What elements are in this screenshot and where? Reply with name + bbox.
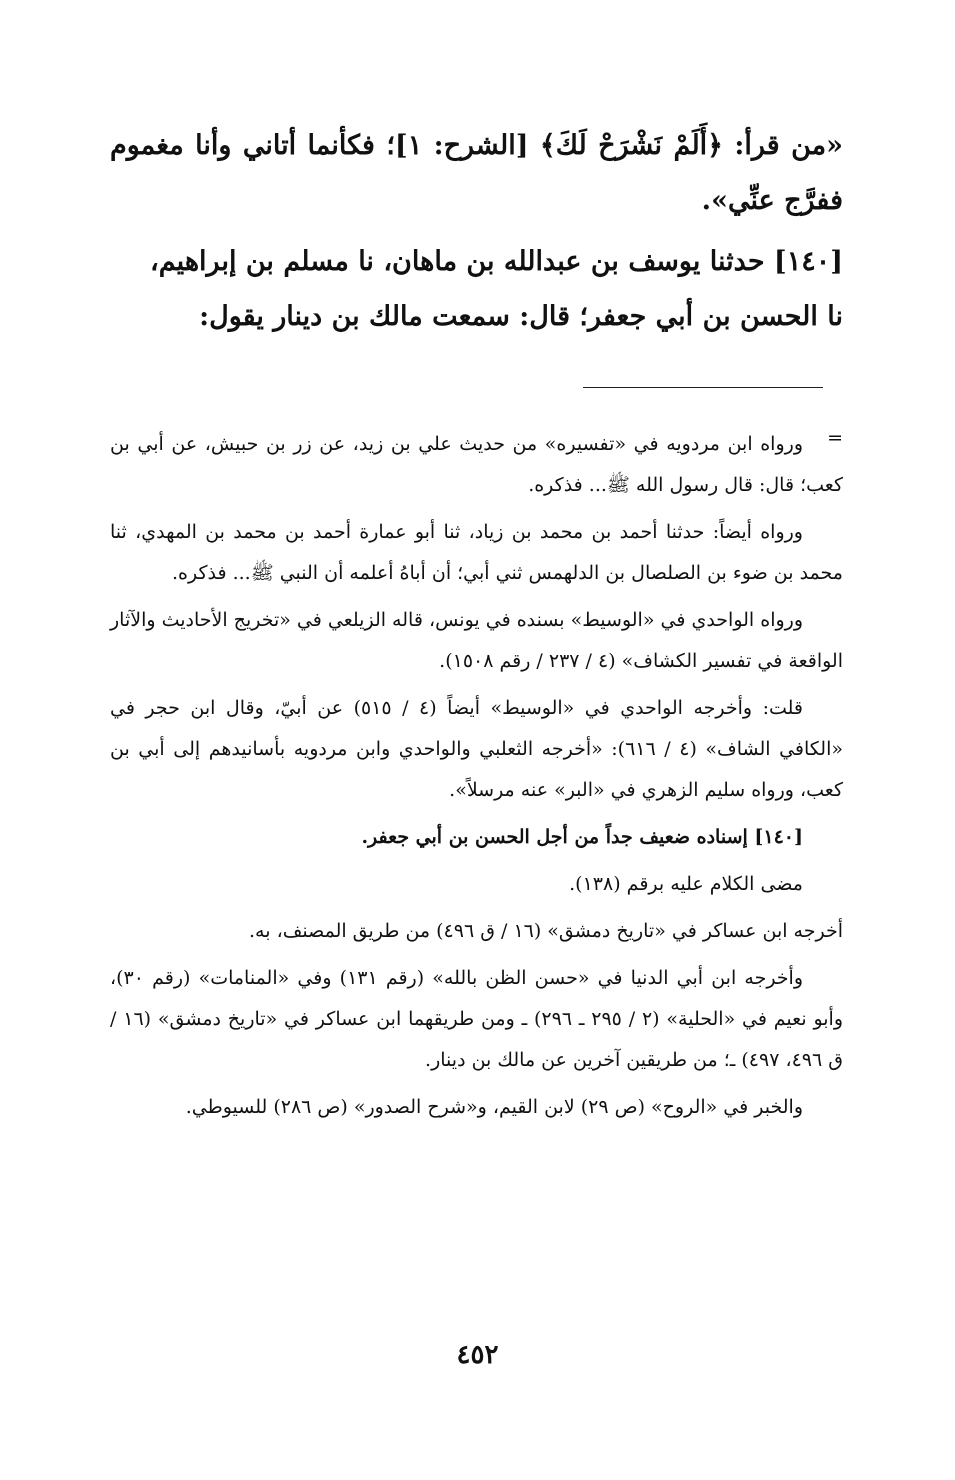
footnote-paragraph: ورواه أيضاً: حدثنا أحمد بن محمد بن زياد، ثنا أبو عمارة أحمد بن محمد بن المهدي، ثنا محمد بن ضوء بن الصلصال بن الدلهمس ثني أبي؛ أن أباهُ أعلمه أن النبي ﷺ... فذكره.	[110, 521, 843, 584]
footnote-continuation-mark: =	[827, 427, 843, 449]
hadith-quote: «من قرأ: ﴿أَلَمْ نَشْرَحْ لَكَ﴾ [الشرح: ١]؛ فكأنما أتاني وأنا مغموم ففرَّج عنِّي».	[110, 130, 843, 216]
page-number: ٤٥٢	[456, 1340, 499, 1370]
footnote-paragraph: أخرجه ابن عساكر في «تاريخ دمشق» (١٦ / ق ٤٩٦) من طريق المصنف، به.	[249, 920, 843, 942]
footnote-paragraph: والخبر في «الروح» (ص ٢٩) لابن القيم، و«شرح الصدور» (ص ٢٨٦) للسيوطي.	[185, 1096, 803, 1118]
main-text-paragraph-1	[110, 118, 843, 228]
footnote-paragraph: ورواه الواحدي في «الوسيط» بسنده في يونس، قاله الزيلعي في «تخريج الأحاديث والآثار الواقعة في تفسير الكشاف» (٤ / ٢٣٧ / رقم ١٥٠٨).	[110, 609, 843, 672]
isnad-line-2: نا الحسن بن أبي جعفر؛ قال: سمعت مالك بن دينار يقول:	[199, 301, 843, 332]
footnote-paragraph: مضى الكلام عليه برقم (١٣٨).	[569, 873, 803, 895]
footnote-paragraph: وأخرجه ابن أبي الدنيا في «حسن الظن بالله» (رقم ١٣١) وفي «المنامات» (رقم ٣٠)، وأبو نعيم في «الحلية» (٢ / ٢٩٥ ـ ٢٩٦) ـ ومن طريقهما ابن عساكر في «تاريخ دمشق» (١٦ / ق ٤٩٦، ٤٩٧) ـ؛ من طريقين آخرين عن مالك بن دينار.	[110, 967, 843, 1071]
footnotes	[110, 424, 843, 1134]
isnad-line-1: [١٤٠] حدثنا يوسف بن عبدالله بن ماهان، نا مسلم بن إبراهيم،	[149, 246, 843, 277]
footnote-separator	[583, 387, 823, 388]
footnote-paragraph: قلت: وأخرجه الواحدي في «الوسيط» أيضاً (٤ / ٥١٥) عن أبيّ، وقال ابن حجر في «الكافي الشاف» (٤ / ٦١٦): «أخرجه الثعلبي والواحدي وابن مردويه بأسانيدهم إلى أبي بن كعب، ورواه سليم الزهري في «البر» عنه مرسلاً».	[110, 697, 843, 801]
footnote-paragraph: ورواه ابن مردويه في «تفسيره» من حديث علي بن زيد، عن زر بن حبيش، عن أبي بن كعب؛ قال: قال رسول الله ﷺ... فذكره.	[110, 433, 843, 496]
footnote-paragraph-grading: [١٤٠] إسناده ضعيف جداً من أجل الحسن بن أبي جعفر.	[361, 826, 803, 848]
main-text-paragraph-2	[110, 234, 843, 344]
